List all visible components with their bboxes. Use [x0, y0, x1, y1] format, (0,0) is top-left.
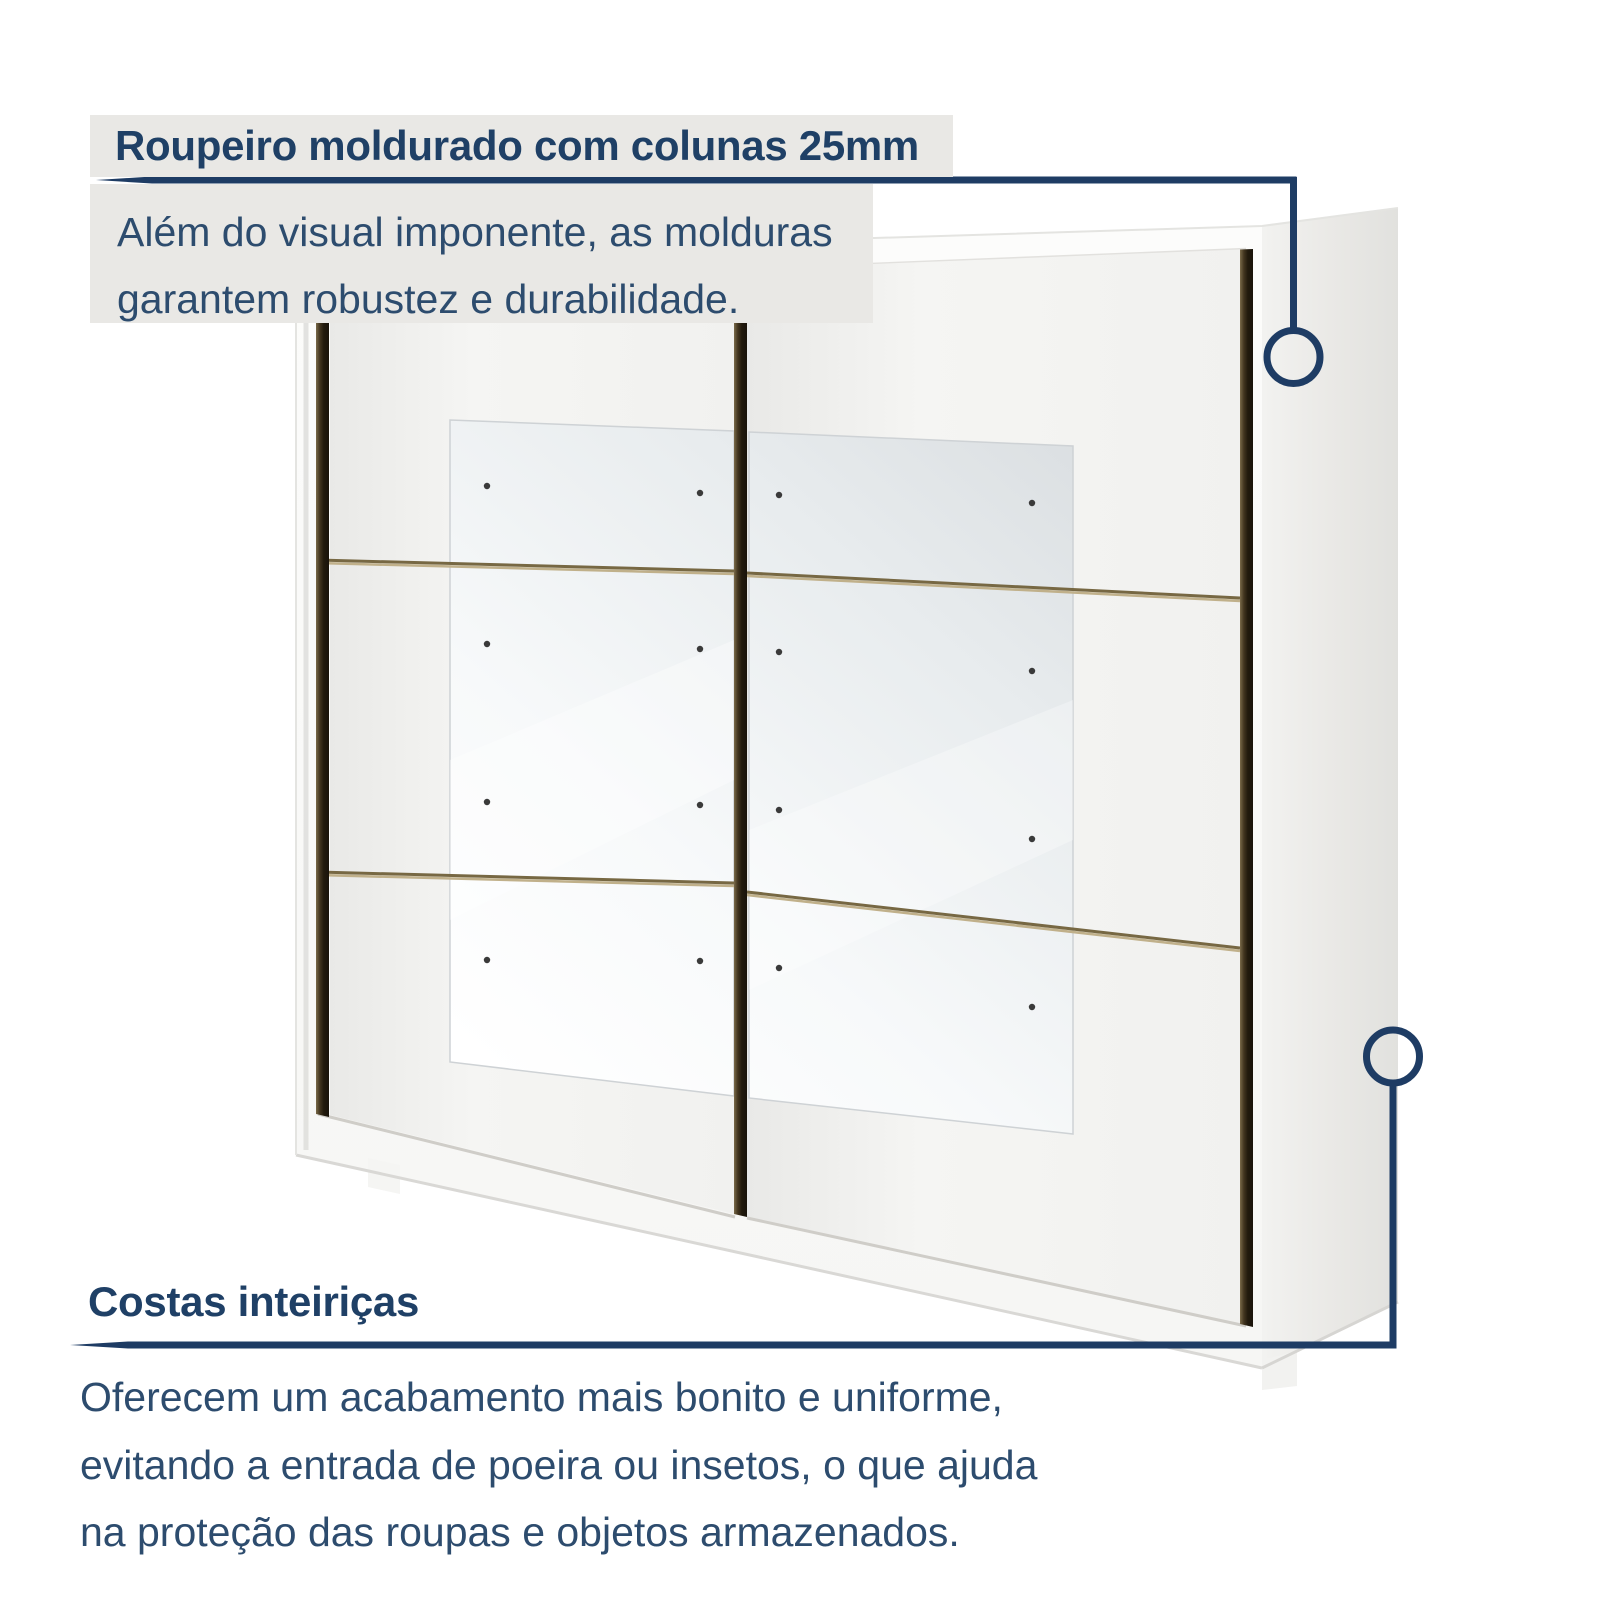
connector-bottom-vertical-line: [1390, 1083, 1397, 1342]
door-column-left: [316, 287, 329, 1118]
callout-top-body-line-2: garantem robustez e durabilidade.: [117, 276, 740, 322]
callout-top-body-line-1: Além do visual imponente, as molduras: [117, 209, 833, 255]
callout-bottom-body-line-1: Oferecem um acabamento mais bonito e uniforme,: [80, 1374, 1003, 1420]
callout-bottom-title: Costas inteiriças: [88, 1278, 420, 1325]
door-column-middle: [734, 270, 747, 1217]
connector-top-arrow-line: [96, 177, 1297, 184]
mirror-left: [450, 420, 734, 1096]
callout-top-title-box: [90, 115, 953, 177]
callout-top-body-box: [90, 184, 873, 323]
connector-bottom-arrow-line: [70, 1342, 1397, 1349]
callout-bottom-body-line-2: evitando a entrada de poeira ou insetos, o que ajuda: [80, 1441, 1038, 1488]
wardrobe-side-panel: [1262, 208, 1398, 1390]
callout-bottom-body: [80, 1364, 1037, 1567]
callout-top-title: Roupeiro moldurado com colunas 25mm: [115, 122, 919, 169]
callout-bottom-body-line-3: na proteção das roupas e objetos armazenados.: [80, 1509, 960, 1555]
connector-top-vertical-line: [1290, 177, 1297, 331]
door-column-right: [1240, 249, 1253, 1327]
mirror-right: [749, 432, 1073, 1134]
